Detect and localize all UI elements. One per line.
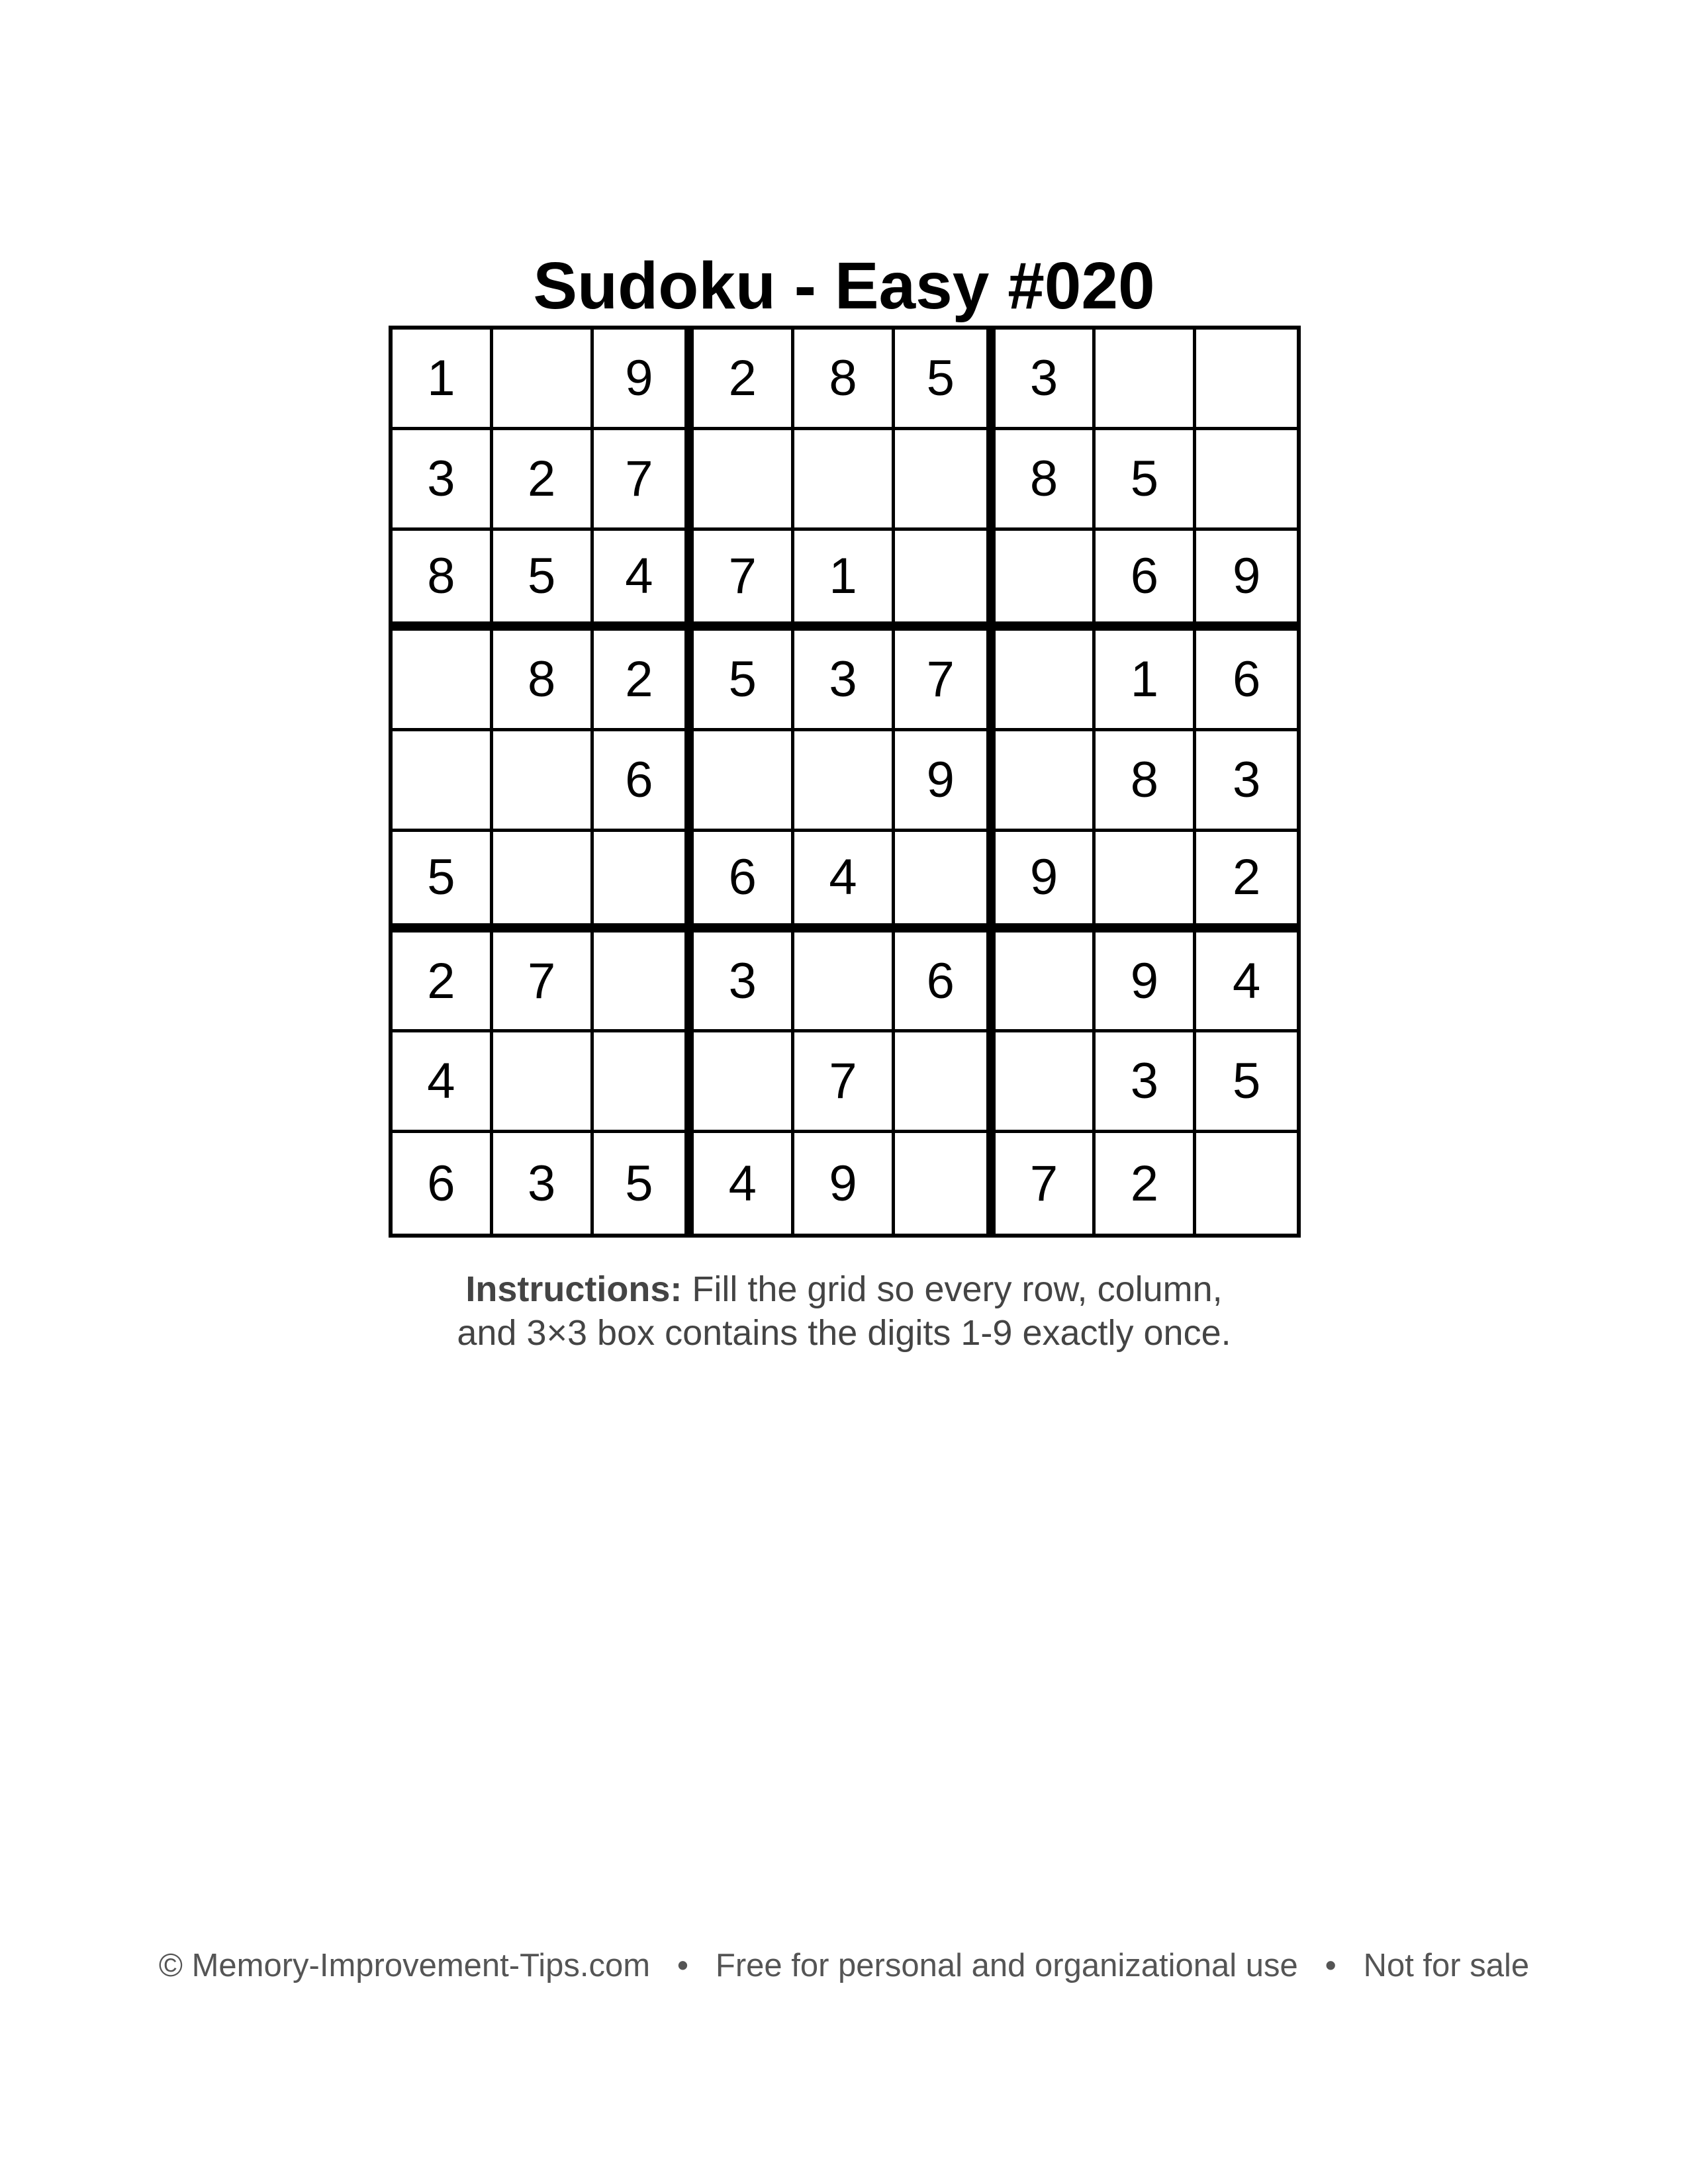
sudoku-cell[interactable] (895, 1133, 996, 1234)
sudoku-cell[interactable] (794, 933, 895, 1033)
sudoku-cell: 3 (996, 330, 1096, 430)
sudoku-cell: 4 (694, 1133, 794, 1234)
sudoku-cell[interactable] (694, 731, 794, 832)
sudoku-cell: 8 (996, 430, 1096, 531)
sudoku-cell[interactable] (694, 1032, 794, 1133)
sudoku-cell[interactable] (1096, 832, 1196, 933)
sudoku-cell: 2 (1096, 1133, 1196, 1234)
sudoku-cell: 9 (996, 832, 1096, 933)
sudoku-cell[interactable] (493, 731, 594, 832)
sudoku-cell[interactable] (996, 631, 1096, 731)
sudoku-cell[interactable] (594, 832, 694, 933)
sudoku-cell: 9 (895, 731, 996, 832)
sudoku-cell: 6 (1096, 531, 1196, 631)
instructions-line-1: Fill the grid so every row, column, (682, 1269, 1223, 1309)
sudoku-cell[interactable] (1196, 430, 1297, 531)
sudoku-cell: 2 (694, 330, 794, 430)
sudoku-cell: 6 (1196, 631, 1297, 731)
sudoku-cell: 1 (794, 531, 895, 631)
sudoku-cell[interactable] (895, 832, 996, 933)
sudoku-cell: 3 (493, 1133, 594, 1234)
sudoku-cell[interactable] (493, 1032, 594, 1133)
sudoku-cell: 3 (1096, 1032, 1196, 1133)
sudoku-cell: 1 (1096, 631, 1196, 731)
sudoku-cell: 4 (594, 531, 694, 631)
sudoku-cell: 5 (393, 832, 493, 933)
sudoku-cell[interactable] (493, 330, 594, 430)
sudoku-cell[interactable] (895, 1032, 996, 1133)
sudoku-cell: 6 (393, 1133, 493, 1234)
sudoku-cell[interactable] (895, 531, 996, 631)
sudoku-cell: 6 (594, 731, 694, 832)
sudoku-cell[interactable] (694, 430, 794, 531)
sudoku-cell: 2 (493, 430, 594, 531)
sudoku-cell[interactable] (996, 933, 1096, 1033)
sudoku-cell: 3 (794, 631, 895, 731)
sudoku-cell: 5 (895, 330, 996, 430)
sudoku-cell[interactable] (393, 731, 493, 832)
sudoku-cell: 9 (1096, 933, 1196, 1033)
sudoku-cell: 7 (594, 430, 694, 531)
sudoku-cell: 9 (594, 330, 694, 430)
sudoku-cell: 7 (996, 1133, 1096, 1234)
sudoku-cell[interactable] (996, 1032, 1096, 1133)
sudoku-cell: 7 (694, 531, 794, 631)
sudoku-cell[interactable] (1196, 1133, 1297, 1234)
sudoku-cell[interactable] (594, 933, 694, 1033)
sudoku-cell[interactable] (493, 832, 594, 933)
sudoku-cell[interactable] (393, 631, 493, 731)
sudoku-cell: 7 (493, 933, 594, 1033)
sudoku-cell: 8 (393, 531, 493, 631)
sudoku-cell: 2 (594, 631, 694, 731)
sudoku-cell: 2 (393, 933, 493, 1033)
sudoku-cell: 4 (1196, 933, 1297, 1033)
sudoku-cell: 5 (1096, 430, 1196, 531)
sudoku-cell[interactable] (794, 430, 895, 531)
instructions-line-2: and 3×3 box contains the digits 1-9 exactly once. (457, 1313, 1231, 1353)
instructions (0, 1267, 1688, 1355)
sudoku-grid (389, 326, 1301, 1238)
sudoku-cell: 3 (1196, 731, 1297, 832)
footer (0, 1946, 1688, 1985)
sudoku-cell: 4 (393, 1032, 493, 1133)
sudoku-cell[interactable] (794, 731, 895, 832)
sudoku-cell: 5 (493, 531, 594, 631)
sudoku-cell: 1 (393, 330, 493, 430)
sudoku-cell: 2 (1196, 832, 1297, 933)
footer-copyright: © Memory-Improvement-Tips.com (158, 1948, 651, 1983)
sudoku-cell[interactable] (996, 531, 1096, 631)
sudoku-cell: 3 (694, 933, 794, 1033)
sudoku-cell: 5 (1196, 1032, 1297, 1133)
sudoku-cell: 9 (1196, 531, 1297, 631)
sudoku-cell: 4 (794, 832, 895, 933)
instructions-label: Instructions: (465, 1269, 682, 1309)
footer-sale: Not for sale (1363, 1948, 1530, 1983)
sudoku-cell[interactable] (1196, 330, 1297, 430)
sudoku-cell: 5 (694, 631, 794, 731)
sudoku-cell: 5 (594, 1133, 694, 1234)
page-title: Sudoku - Easy #020 (533, 249, 1155, 323)
sudoku-cell[interactable] (1096, 330, 1196, 430)
sudoku-cell: 9 (794, 1133, 895, 1234)
sudoku-cell: 7 (895, 631, 996, 731)
sudoku-cell[interactable] (594, 1032, 694, 1133)
sudoku-cell: 7 (794, 1032, 895, 1133)
sudoku-cell: 6 (895, 933, 996, 1033)
footer-separator: • (677, 1948, 689, 1983)
sudoku-cell: 6 (694, 832, 794, 933)
footer-usage: Free for personal and organizational use (715, 1948, 1298, 1983)
sudoku-cell: 8 (493, 631, 594, 731)
footer-separator: • (1325, 1948, 1336, 1983)
sudoku-cell[interactable] (895, 430, 996, 531)
sudoku-cell: 8 (1096, 731, 1196, 832)
sudoku-cell: 8 (794, 330, 895, 430)
sudoku-cell[interactable] (996, 731, 1096, 832)
sudoku-cell: 3 (393, 430, 493, 531)
